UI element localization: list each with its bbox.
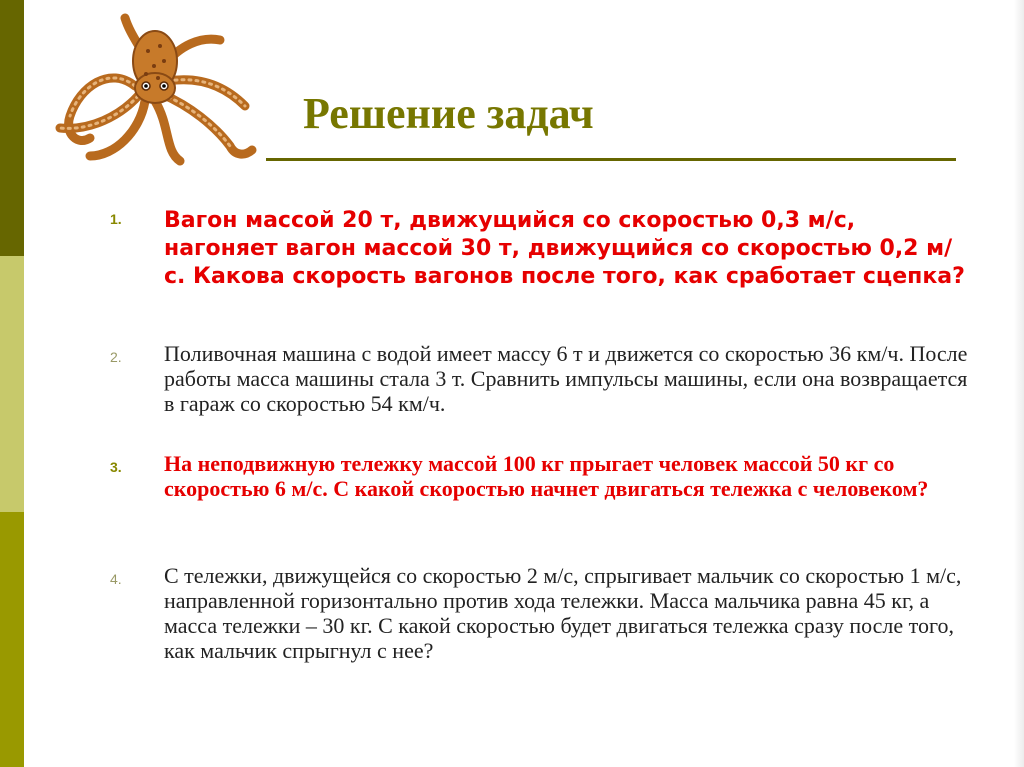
problem-number: 2. [110, 349, 122, 365]
left-accent-bar-bottom [0, 512, 24, 767]
problem-number: 4. [110, 571, 122, 587]
problem-item-2 [110, 341, 970, 416]
problem-number: 1. [110, 211, 122, 227]
title-underline [266, 158, 956, 161]
left-accent-bar-top [0, 0, 24, 256]
problem-text: Поливочная машина с водой имеет массу 6 т и движется со скоростью 36 км/ч. После работы масса машины стала 3 т. Сравнить импульсы машины, если она возвращается в гараж со скоростью 54 км/ч. [164, 341, 968, 416]
right-edge-shadow [1014, 0, 1024, 767]
problem-text: На неподвижную тележку массой 100 кг прыгает человек массой 50 кг со скоростью 6 м/с. С какой скоростью начнет двигаться тележка с человеком? [164, 451, 929, 501]
octopus-illustration [30, 6, 270, 166]
problem-item-1 [110, 207, 970, 291]
problem-text: С тележки, движущейся со скоростью 2 м/с, спрыгивает мальчик со скоростью 1 м/с, направленной горизонтально против хода тележки. Масса мальчика равна 45 кг, а масса тележки – 30 кг. С какой скоростью будет двигаться тележка сразу после того, как мальчик спрыгнул с нее? [164, 563, 962, 663]
problem-item-3 [110, 451, 970, 501]
slide-title: Решение задач [303, 89, 594, 138]
problem-number: 3. [110, 459, 122, 475]
problem-text: Вагон массой 20 т, движущийся со скоростью 0,3 м/с, нагоняет вагон массой 30 т, движущийся со скоростью 0,2 м/с. Какова скорость вагонов после того, как сработает сцепка? [164, 208, 965, 289]
problem-item-4 [110, 563, 970, 663]
left-accent-bar-middle [0, 256, 24, 512]
